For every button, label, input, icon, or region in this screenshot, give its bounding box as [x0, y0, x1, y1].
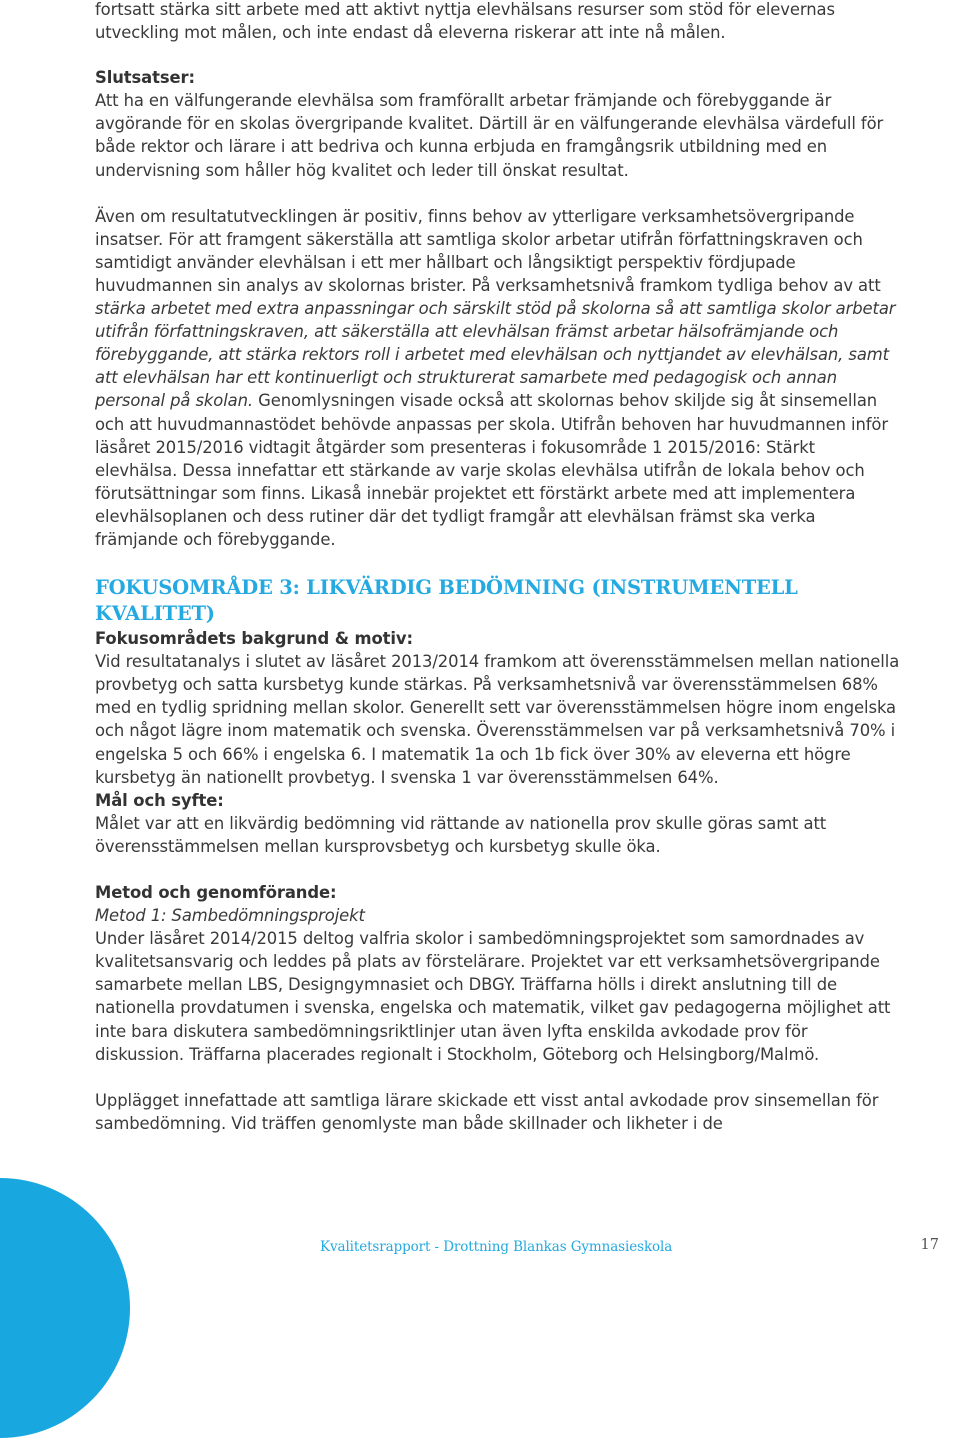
- paragraph-insatser: [95, 205, 900, 551]
- label-bakgrund: Fokusområdets bakgrund & motiv:: [95, 629, 413, 649]
- label-metod-1: [95, 904, 900, 927]
- paragraph-metod: Under läsåret 2014/2015 deltog valfria skolor i sambedömningsprojektet som samordnades av kvalitetsansvarig och leddes på plats av förstelärare. Projektet var ett verksamhetsövergripande samarbete mellan LBS, Designgymnasiet och DBGY. Träffarna hölls i direkt anslutning till de nationella provdatumen i svenska, engelska och matematik, vilket gav pedagogerna möjlighet att inte bara diskutera sambedömningsriktlinjer utan även lyfta enskilda avkodade prov för diskussion. Träffarna placerades regionalt i Stockholm, Göteborg och Helsingborg/Malmö.: [95, 929, 891, 1064]
- insatser-text-start: Även om resultatutvecklingen är positiv, finns behov av ytterligare verksamhetsövergripande insatser. För att framgent säkerställa att samtliga skolor arbetar utifrån författningskraven och samtidigt använder elevhälsan i ett mer hållbart och långsiktigt perspektiv fördjupade huvudmannen sin analys av skolornas brister. På verksamhetsnivå framkom tydliga behov av att: [95, 206, 881, 295]
- body-text: [95, 0, 900, 1135]
- insatser-text-italic: stärka arbetet med extra anpassningar och särskilt stöd på skolorna så att samtliga skolor arbetar utifrån författningskraven, att säkerställa att elevhälsan främst arbetar hälsofrämjande och förebyggande, att stärka rektors roll i arbetet med elevhälsan och nyttjandet av elevhälsan, samt att elevhälsan har ett kontinuerligt och strukturerat samarbete med pedagogisk och annan personal på skolan.: [95, 299, 896, 411]
- paragraph-mal: Målet var att en likvärdig bedömning vid rättande av nationella prov skulle göras samt att överensstämmelsen mellan kursprovsbetyg och kursbetyg skulle öka.: [95, 813, 827, 856]
- footer-title: Kvalitetsrapport - Drottning Blankas Gymnasieskola: [320, 1239, 673, 1255]
- label-metod: Metod och genomförande:: [95, 883, 337, 902]
- metod-1-italic: Metod 1: Sambedömningsprojekt: [95, 906, 365, 926]
- page-number: 17: [920, 1237, 939, 1253]
- decorative-circle: [0, 1178, 130, 1438]
- paragraph-intro: fortsatt stärka sitt arbete med att aktivt nyttja elevhälsans resurser som stöd för elevernas utveckling mot målen, och inte endast då eleverna riskerar att inte nå målen.: [95, 0, 835, 43]
- label-mal-och-syfte: Mål och syfte:: [95, 790, 224, 810]
- paragraph-upplagget: Upplägget innefattade att samtliga lärare skickade ett visst antal avkodade prov sinsemellan för sambedömning. Vid träffen genomlyste man både skillnader och likheter i de: [95, 1090, 879, 1133]
- label-slutsatser: Slutsatser:: [95, 68, 195, 88]
- insatser-text-end: Genomlysningen visade också att skolornas behov skiljde sig åt sinsemellan och att huvudmannastödet behövde anpassas per skola. Utifrån behoven har huvudmannen inför läsåret 2015/2016 vidtagit åtgärder som presenteras i fokusområde 1 2015/2016: Stärkt elevhälsa. Dessa innefattar ett stärkande av varje skolas elevhälsa utifrån de lokala behov och förutsättningar som finns. Likaså innebär projektet ett förstärkt arbete med att implementera elevhälsoplanen och dess rutiner där det tydligt framgår att elevhälsan främst ska verka främjande och förebyggande.: [95, 391, 888, 549]
- paragraph-slutsatser: Att ha en välfungerande elevhälsa som framförallt arbetar främjande och förebyggande är avgörande för en skolas övergripande kvalitet. Därtill är en välfungerande elevhälsa värdefull för både rektor och lärare i att bedriva och kunna erbjuda en framgångsrik utbildning med en undervisning som håller hög kvalitet och leder till önskat resultat.: [95, 91, 884, 180]
- paragraph-bakgrund: Vid resultatanalys i slutet av läsåret 2013/2014 framkom att överensstämmelsen mellan nationella provbetyg och satta kursbetyg kunde stärkas. På verksamhetsnivå var överensstämmelsen 68% med en tydlig spridning mellan skolor. Generellt sett var överensstämmelsen högre inom engelska och något lägre inom matematik och svenska. Överensstämmelsen var på verksamhetsnivå 70% i engelska 5 och 66% i engelska 6. I matematik 1a och 1b fick över 30% av eleverna ett högre kursbetyg än nationellt provbetyg. I svenska 1 var överensstämmelsen 64%.: [95, 652, 900, 787]
- section-heading: FOKUSOMRÅDE 3: LIKVÄRDIG BEDÖMNING (INSTRUMENTELL KVALITET): [95, 576, 798, 626]
